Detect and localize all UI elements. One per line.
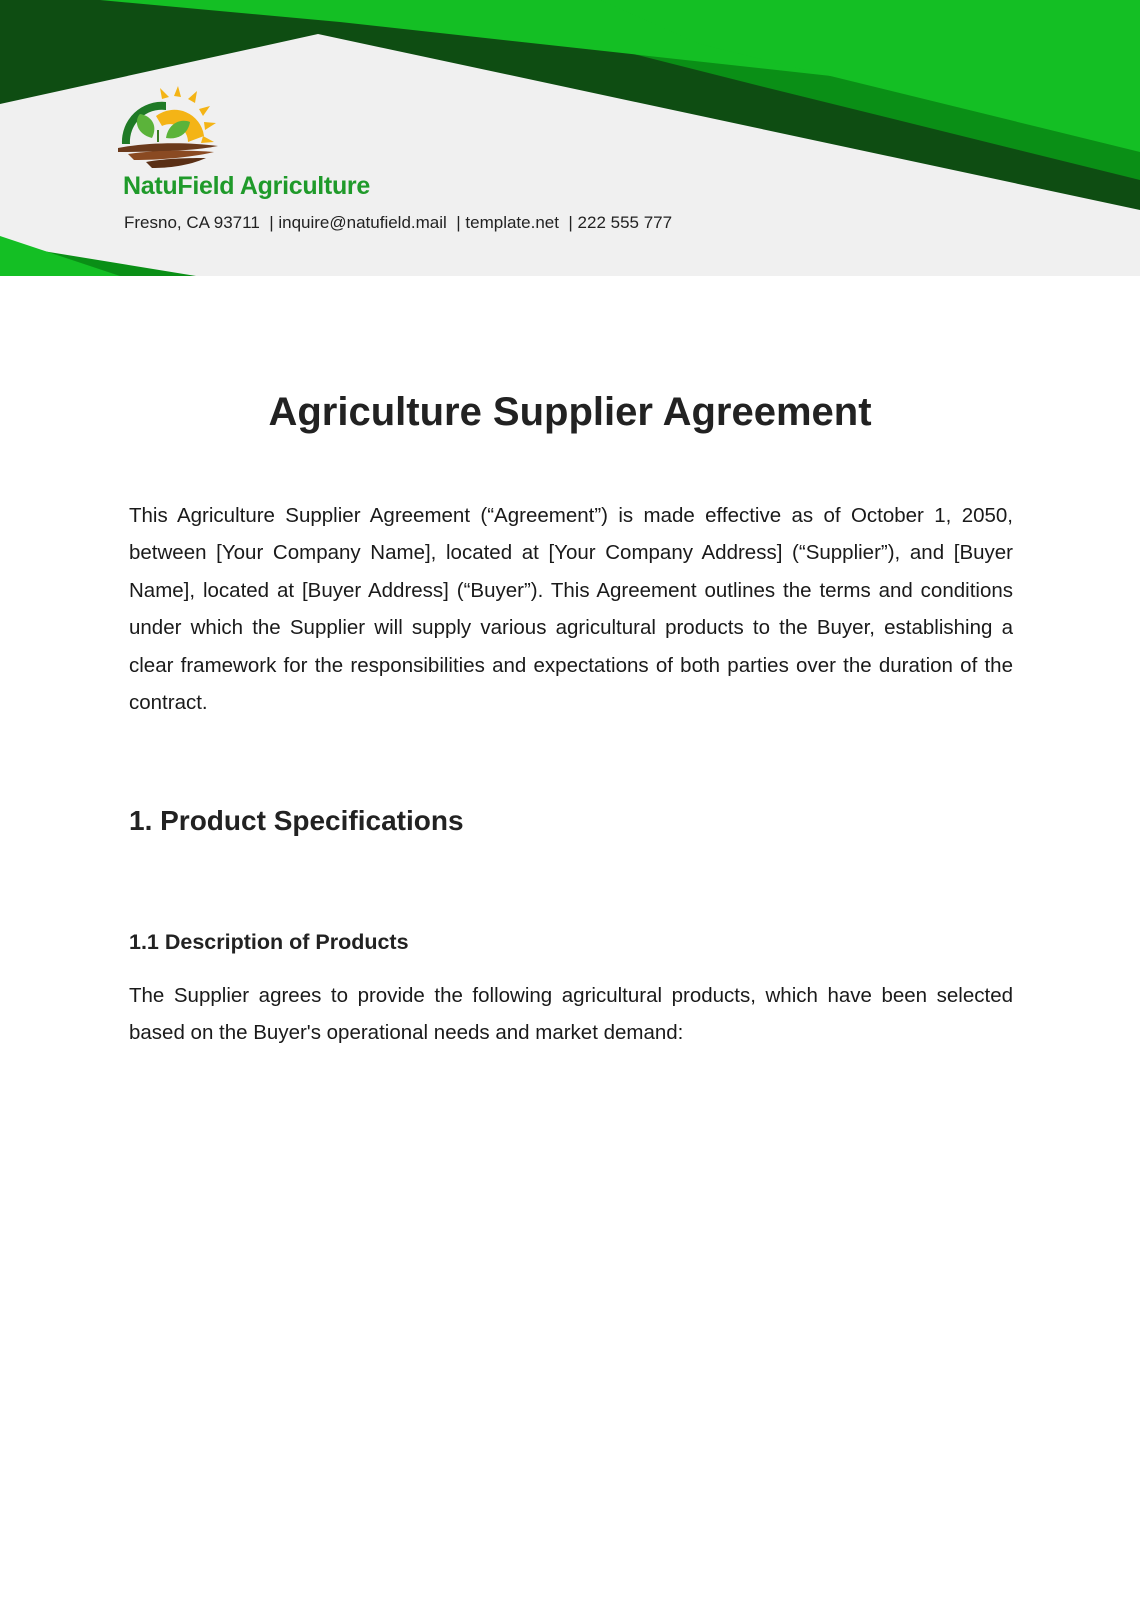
- sun-sprout-field-logo-icon: [118, 86, 236, 176]
- subsection-paragraph: The Supplier agrees to provide the following agricultural products, which have been selected based on the Buyer's operational needs and market demand:: [129, 984, 1013, 1045]
- document-title: Agriculture Supplier Agreement: [268, 390, 872, 434]
- contact-line: Fresno, CA 93711 | inquire@natufield.mail | template.net | 222 555 777: [124, 213, 673, 232]
- bottom-left-bright-accent: [0, 236, 120, 276]
- letterhead: [0, 0, 1140, 276]
- intro-paragraph: This Agriculture Supplier Agreement (“Agreement”) is made effective as of October 1, 2050, between [Your Company Name], located at [Your Company Address] (“Supplier”), and [Buyer Name], located at [Buyer Address] (“Buyer”). This Agreement outlines the terms and conditions under which the Supplier will supply various agricultural products to the Buyer, establishing a clear framework for the responsibilities and expectations of both parties over the duration of the contract.: [129, 504, 1013, 715]
- subsection-heading-description-of-products: 1.1 Description of Products: [129, 930, 409, 954]
- company-name: NatuField Agriculture: [123, 172, 370, 200]
- section-heading-product-specifications: 1. Product Specifications: [129, 805, 464, 836]
